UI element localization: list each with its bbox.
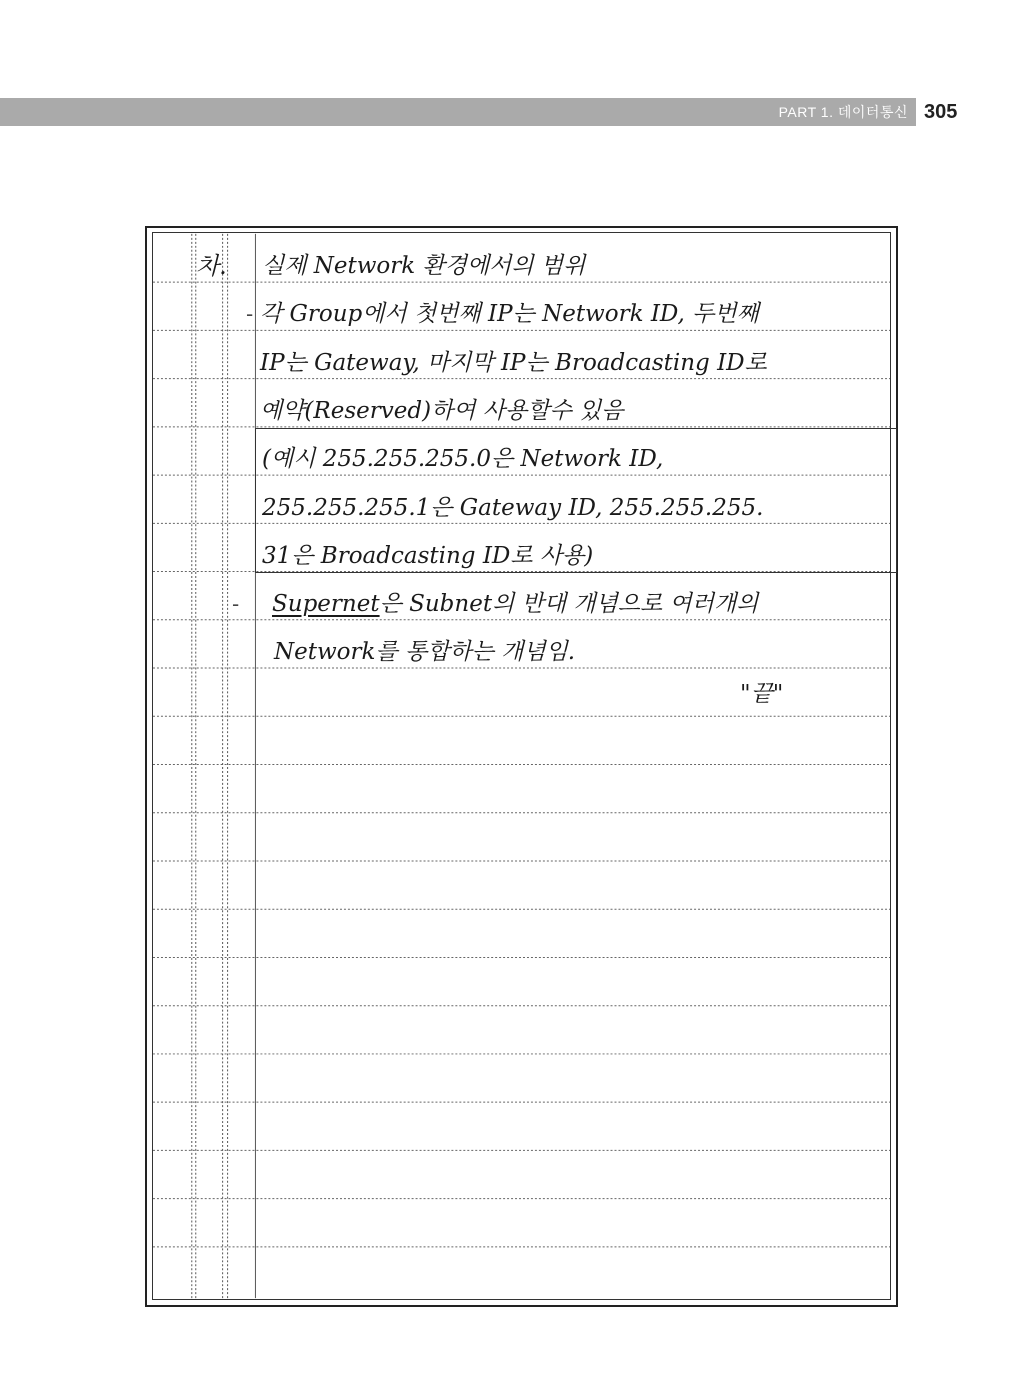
note-line-3: IP는 Gateway, 마지막 IP는 Broadcasting ID로 (260, 350, 767, 376)
supernet-line-1-rest: 은 Subnet의 반대 개념으로 여러개의 (379, 591, 759, 617)
running-header: PART 1. 데이터통신 (778, 104, 908, 120)
bullet-dash: - (246, 302, 254, 326)
section-marker: 차. (196, 252, 227, 280)
example-line-3: 31은 Broadcasting ID로 사용) (262, 543, 594, 569)
example-line-1: (예시 255.255.255.0은 Network ID, (262, 446, 664, 472)
supernet-term: Supernet (272, 591, 380, 617)
supernet-line-1 (272, 582, 758, 626)
note-line-4: 예약(Reserved)하여 사용할수 있음 (260, 398, 624, 424)
supernet-line-2: Network를 통합하는 개념임. (274, 639, 576, 665)
vertical-margin-lines (192, 234, 256, 1298)
bullet-dash: - (232, 592, 240, 616)
example-line-2: 255.255.255.1은 Gateway ID, 255.255.255. (262, 495, 764, 521)
end-mark: "끝" (740, 681, 784, 707)
page-number: 305 (924, 101, 958, 123)
note-line-2: 각 Group에서 첫번째 IP는 Network ID, 두번째 (260, 301, 759, 327)
note-line-1: 실제 Network 환경에서의 범위 (262, 253, 586, 279)
